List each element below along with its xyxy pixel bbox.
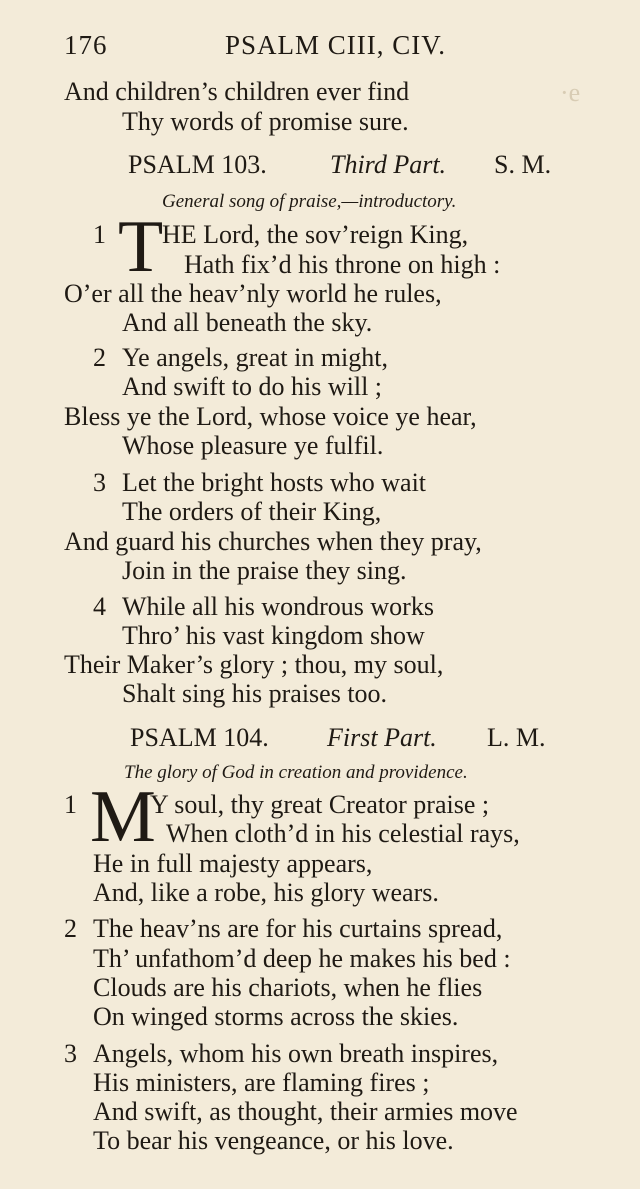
verse-line: Bless ye the Lord, whose voice ye hear, [64, 402, 477, 431]
verse-line: To bear his vengeance, or his love. [93, 1126, 454, 1155]
verse-line: Y soul, thy great Creator praise ; [150, 790, 490, 819]
stanza-number: 1 [64, 790, 77, 819]
verse-line: His ministers, are flaming fires ; [93, 1068, 430, 1097]
page-number: 176 [64, 30, 108, 60]
verse-line: Thro’ his vast kingdom show [122, 621, 425, 650]
verse-line: O’er all the heav’nly world he rules, [64, 279, 442, 308]
running-title: PSALM CIII, CIV. [225, 30, 447, 60]
verse-line: And all beneath the sky. [122, 308, 373, 337]
psalm-part: First Part. [327, 723, 437, 752]
verse-line: When cloth’d in his celestial rays, [166, 819, 520, 848]
verse-line: Th’ unfathom’d deep he makes his bed : [93, 944, 511, 973]
psalm-meter: S. M. [494, 150, 552, 179]
verse-line: Let the bright hosts who wait [122, 468, 427, 497]
verse-line: Angels, whom his own breath inspires, [93, 1039, 499, 1068]
verse-line: And, like a robe, his glory wears. [93, 878, 439, 907]
stanza-number: 1 [93, 220, 106, 249]
verse-line: While all his wondrous works [122, 592, 434, 621]
drop-cap: M [90, 776, 156, 858]
psalm-title: PSALM 103. [128, 150, 267, 179]
verse-line: And swift, as thought, their armies move [93, 1097, 518, 1126]
drop-cap: T [118, 206, 164, 288]
continuation-line: And children’s children ever find [64, 77, 410, 106]
verse-line: The orders of their King, [122, 497, 382, 526]
psalm-subtitle: The glory of God in creation and providence. [124, 762, 468, 783]
verse-line: Whose pleasure ye fulfil. [122, 431, 384, 460]
verse-line: And guard his churches when they pray, [64, 527, 482, 556]
verse-line: On winged storms across the skies. [93, 1002, 459, 1031]
verse-line: Clouds are his chariots, when he flies [93, 973, 483, 1002]
psalm-subtitle: General song of praise,—introductory. [162, 191, 457, 212]
stanza-number: 2 [93, 343, 106, 372]
verse-line: He in full majesty appears, [93, 849, 373, 878]
bleed-through-mark: ·e [560, 78, 581, 107]
stanza-number: 3 [93, 468, 106, 497]
verse-line: Their Maker’s glory ; thou, my soul, [64, 650, 444, 679]
verse-line: Join in the praise they sing. [122, 556, 407, 585]
verse-line: Shalt sing his praises too. [122, 679, 388, 708]
psalm-meter: L. M. [487, 723, 546, 752]
stanza-number: 4 [93, 592, 106, 621]
continuation-line: Thy words of promise sure. [122, 107, 409, 136]
verse-line: And swift to do his will ; [122, 372, 383, 401]
psalm-part: Third Part. [330, 150, 447, 179]
verse-line: Ye angels, great in might, [122, 343, 388, 372]
stanza-number: 3 [64, 1039, 77, 1068]
verse-line: HE Lord, the sov’reign King, [162, 220, 469, 249]
verse-line: Hath fix’d his throne on high : [184, 250, 501, 279]
psalm-title: PSALM 104. [130, 723, 269, 752]
verse-line: The heav’ns are for his curtains spread, [93, 914, 503, 943]
stanza-number: 2 [64, 914, 77, 943]
